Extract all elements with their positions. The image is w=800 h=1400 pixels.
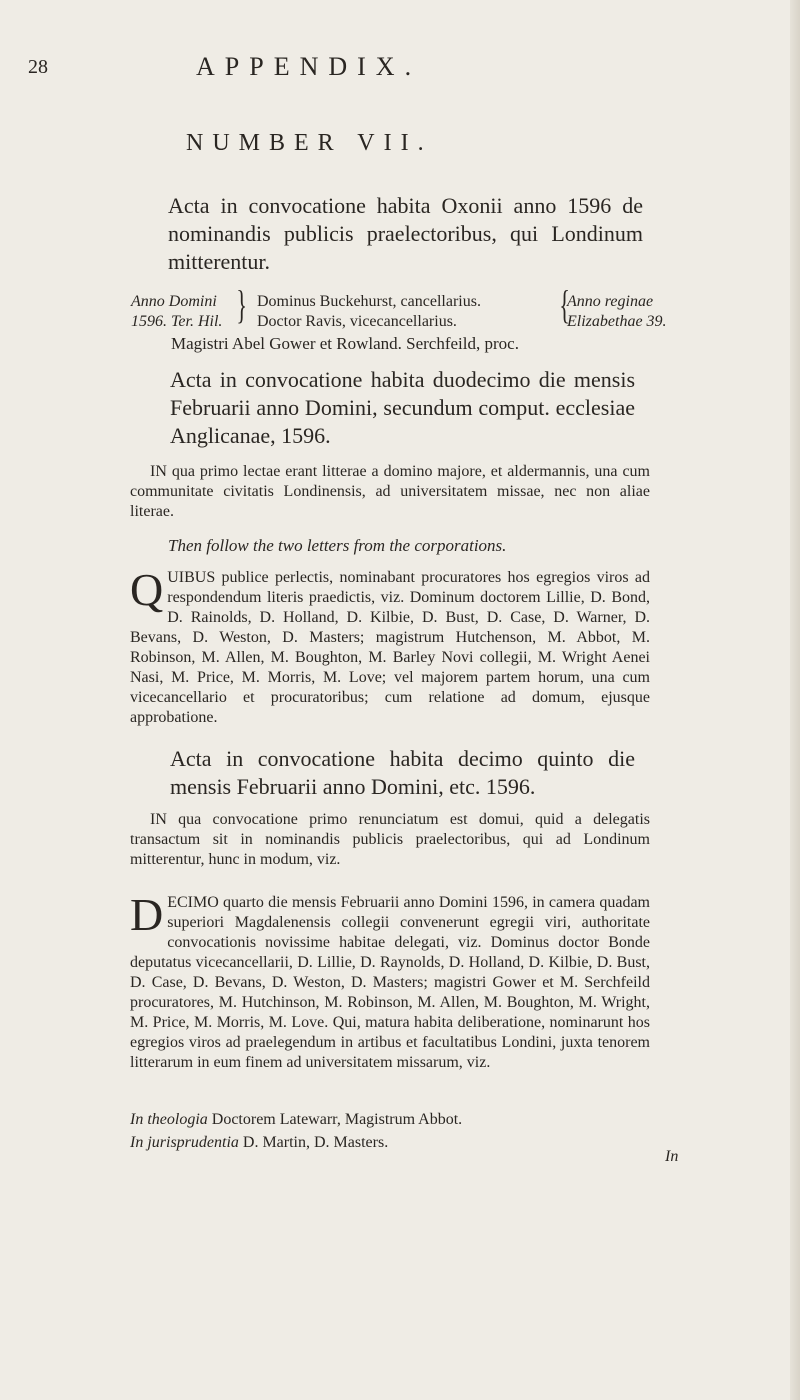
- paragraph-text: UIBUS publice perlectis, nominabant procuratores hos egregios viros ad respondendum literis praedictis, viz. Dominum doctorem Lillie, D. Bond, D. Rainolds, D. Holland, D. Kilbie, D. Bust, D. Case, D. Warner, D. Bevans, D. Weston, D. Masters; magistrum Hutchenson, M. Abbot, M. Robinson, M. Allen, M. Boughton, M. Barley Novi collegii, M. Wright Aenei Nasi, M. Price, M. Morris, M. Love; vel majorem partem horum, una cum vicecancellario et procuratoribus; cum relatione ad domum, ejusque approbatione.: [130, 569, 650, 726]
- margin-date: [131, 292, 222, 332]
- drop-cap: Q: [130, 564, 164, 615]
- officers-list: [257, 292, 481, 332]
- paragraph-delegates: [130, 889, 650, 1073]
- jurisprudence-line: [130, 1134, 388, 1152]
- paragraph-nominations: [130, 564, 650, 728]
- drop-cap: D: [130, 889, 164, 940]
- page-number: 28: [28, 56, 48, 78]
- jurisprudence-names: D. Martin, D. Masters.: [238, 1134, 389, 1151]
- section-title-2: Acta in convocatione habita duodecimo die mensis Februarii anno Domini, secundum comput. ecclesiae Anglicanae, 1596.: [170, 367, 635, 448]
- running-head: APPENDIX.: [196, 52, 422, 81]
- regnal-year-line: Elizabethae 39.: [567, 313, 667, 330]
- regnal-year-line: Anno reginae: [567, 293, 654, 310]
- catchword: In: [665, 1148, 679, 1165]
- theology-label: In theologia: [130, 1111, 208, 1128]
- section-title-1: Acta in convocatione habita Oxonii anno 1596 de nominandis publicis praelectoribus, qui Londinum mitterentur.: [168, 193, 643, 274]
- margin-date-line: Anno Domini: [131, 293, 217, 310]
- theology-line: [130, 1111, 462, 1129]
- editorial-note: Then follow the two letters from the corporations.: [168, 536, 507, 555]
- regnal-year: [567, 292, 667, 332]
- section-number: NUMBER VII.: [186, 130, 433, 156]
- paragraph-text: ECIMO quarto die mensis Februarii anno Domini 1596, in camera quadam superiori Magdalenensis collegii convenerunt egregii viri, authoritate convocationis novissime habitae delegati, viz. Dominus doctor Bonde deputatus vicecancellarii, D. Lillie, D. Raynolds, D. Holland, D. Kilbie, D. Bust, D. Case, D. Bevans, D. Weston, D. Masters; magistri Gower et M. Serchfeild procuratores, M. Hutchinson, M. Robinson, M. Allen, M. Boughton, M. Wright, M. Price, M. Morris, M. Love. Qui, matura habita deliberatione, nominarunt hos egregios viros ad praelegendum in artibus et facultatibus Londini, juxta tenorem litterarum in eum finem ad universitatem missarum, viz.: [130, 894, 650, 1071]
- page-edge: [790, 0, 800, 1400]
- theology-names: Doctorem Latewarr, Magistrum Abbot.: [207, 1111, 463, 1128]
- proctors-line: Magistri Abel Gower et Rowland. Serchfeild, proc.: [171, 334, 519, 353]
- officer-line: Doctor Ravis, vicecancellarius.: [257, 313, 457, 330]
- left-brace: }: [236, 282, 247, 327]
- paragraph-report: IN qua convocatione primo renunciatum est domui, quid a delegatis transactum sit in nominandis publicis praelectoribus, qui ad Londinum mitterentur, hunc in modum, viz.: [130, 811, 650, 868]
- section-title-3: Acta in convocatione habita decimo quinto die mensis Februarii anno Domini, etc. 1596.: [170, 746, 635, 799]
- jurisprudence-label: In jurisprudentia: [130, 1134, 239, 1151]
- margin-date-line: 1596. Ter. Hil.: [131, 313, 223, 330]
- paragraph-letters-read: IN qua primo lectae erant litterae a domino majore, et aldermannis, una cum communitate civitatis Londinensis, ad universitatem missae, nec non aliae literae.: [130, 463, 650, 520]
- officer-line: Dominus Buckehurst, cancellarius.: [257, 293, 481, 310]
- right-brace: }: [559, 282, 570, 327]
